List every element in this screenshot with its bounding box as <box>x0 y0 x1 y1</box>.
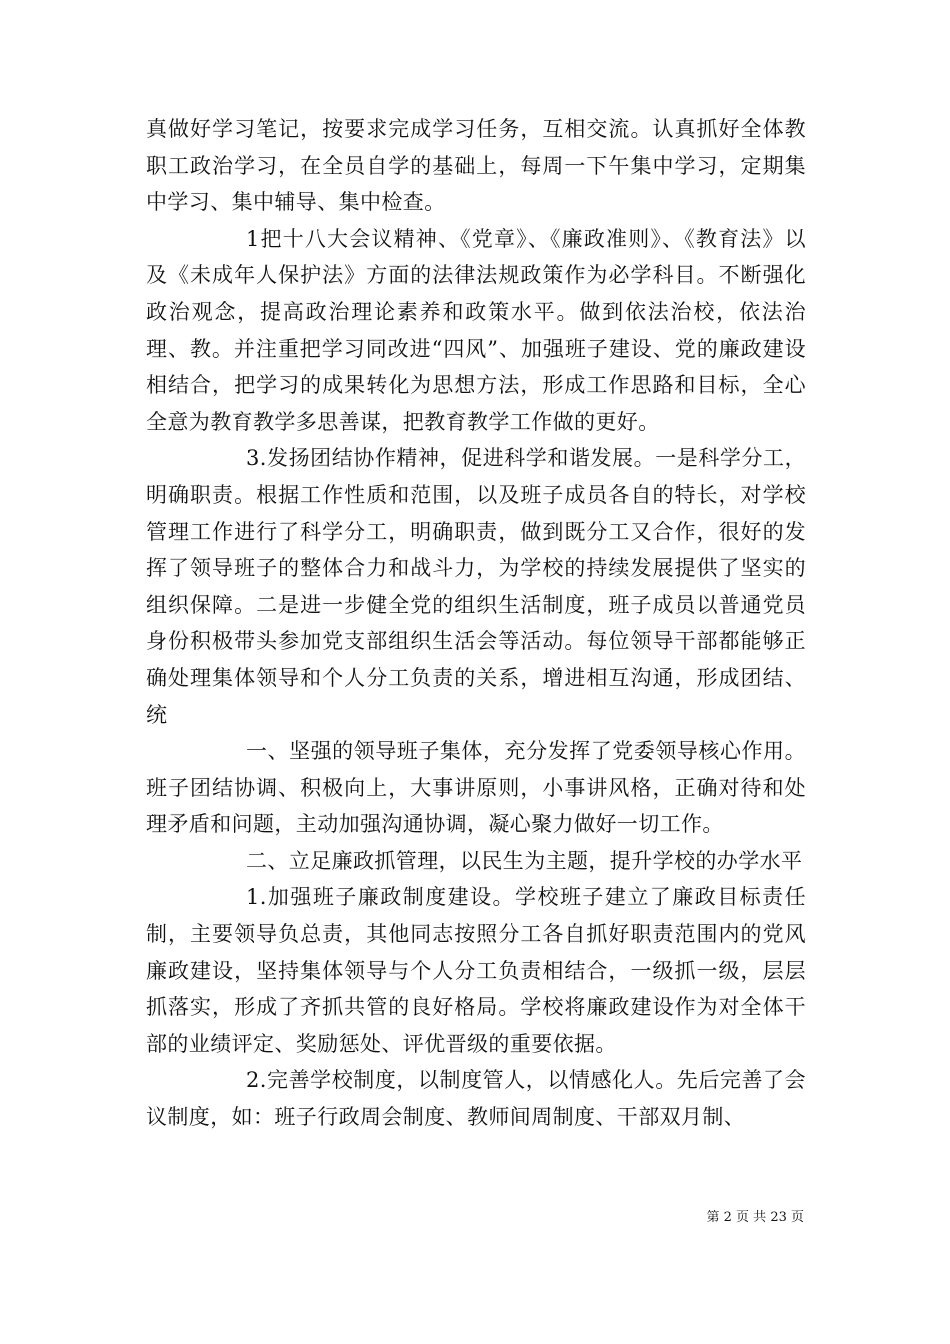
paragraph-school-system: 2.完善学校制度，以制度管人，以情感化人。先后完善了会议制度，如：班子行政周会制度、教师间周制度、干部双月制、 <box>146 1068 806 1130</box>
paragraph-required-subjects: 1把十八大会议精神、《党章》、《廉政准则》、《教育法》以及《未成年人保护法》方面的法律法规政策作为必学科目。不断强化政治观念，提高政治理论素养和政策水平。做到依法治校，依法治理、教。并注重把学习同改进“四风”、加强班子建设、党的廉政建设相结合，把学习的成果转化为思想方法，形成工作思路和目标，全心全意为教育教学多思善谋，把教育教学工作做的更好。 <box>146 226 806 434</box>
paragraph-study-notes: 真做好学习笔记，按要求完成学习任务，互相交流。认真抓好全体教职工政治学习，在全员自学的基础上，每周一下午集中学习，定期集中学习、集中辅导、集中检查。 <box>146 117 806 215</box>
document-body <box>146 111 806 1136</box>
paragraph-unity-cooperation: 3.发扬团结协作精神，促进科学和谐发展。一是科学分工，明确职责。根据工作性质和范围，以及班子成员各自的特长，对学校管理工作进行了科学分工，明确职责，做到既分工又合作，很好的发挥了领导班子的整体合力和战斗力，为学校的持续发展提供了坚实的组织保障。二是进一步健全党的组织生活制度，班子成员以普通党员身份积极带头参加党支部组织生活会等活动。每位领导干部都能够正确处理集体领导和个人分工负责的关系，增进相互沟通，形成团结、统 <box>146 446 806 727</box>
section-heading-integrity-management: 二、立足廉政抓管理，以民生为主题，提升学校的办学水平 <box>246 848 803 873</box>
paragraph-strong-leadership: 一、坚强的领导班子集体，充分发挥了党委领导核心作用。班子团结协调、积极向上，大事讲原则，小事讲风格，正确对待和处理矛盾和问题，主动加强沟通协调，凝心聚力做好一切工作。 <box>146 739 806 837</box>
paragraph-integrity-system: 1.加强班子廉政制度建设。学校班子建立了廉政目标责任制，主要领导负总责，其他同志按照分工各自抓好职责范围内的党风廉政建设，坚持集体领导与个人分工负责相结合，一级抓一级，层层抓落实，形成了齐抓共管的良好格局。学校将廉政建设作为对全体干部的业绩评定、奖励惩处、评优晋级的重要依据。 <box>146 885 806 1056</box>
page-number-footer: 第 2 页 共 23 页 <box>706 1210 804 1225</box>
